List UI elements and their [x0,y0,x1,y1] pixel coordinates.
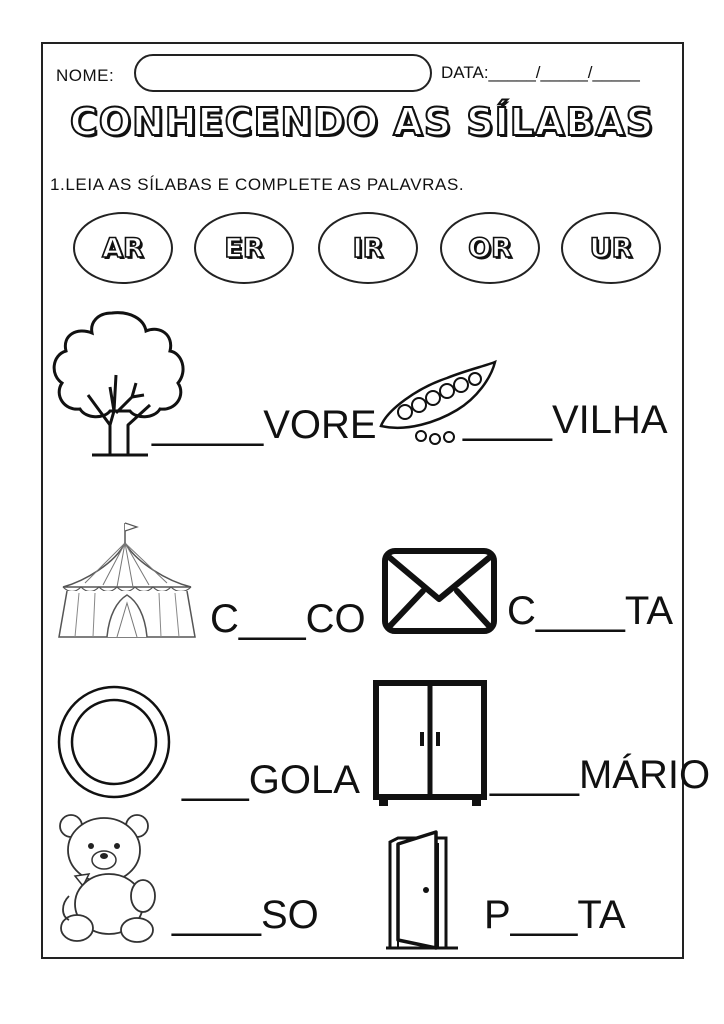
name-field[interactable] [134,54,432,92]
word-armario: ____MÁRIO [490,753,711,797]
envelope-icon [381,547,498,635]
word-circo: C___CO [210,597,366,641]
syllable-bubble-ar [73,212,173,284]
word-porta: P___TA [484,893,626,937]
word-urso: ____SO [172,893,319,937]
syllable-bubble-ir [318,212,418,284]
syllable-bubble-er [194,212,294,284]
syllable-label: IR [352,232,384,264]
word-ervilha: ____VILHA [463,398,668,442]
syllable-label: ER [224,232,264,264]
teddy-bear-icon [55,812,165,944]
word-carta: C____TA [507,589,674,633]
wardrobe-icon [373,680,487,808]
instruction-text: 1.LEIA AS SÍLABAS E COMPLETE AS PALAVRAS. [50,175,465,194]
open-door-icon [386,830,476,952]
name-label: NOME: [56,66,115,85]
syllable-label: AR [102,232,144,264]
syllable-bubble-or [440,212,540,284]
syllable-label: OR [468,232,512,264]
syllable-bubble-ur [561,212,661,284]
ring-icon [55,683,173,801]
syllable-label: UR [589,232,633,264]
word-argola: ___GOLA [182,758,360,802]
page-title: CONHECENDO AS SÍLABAS [69,100,655,144]
word-arvore: _____VORE [152,403,377,447]
date-field[interactable]: DATA:_____/_____/_____ [441,63,640,82]
circus-tent-icon [55,523,200,641]
